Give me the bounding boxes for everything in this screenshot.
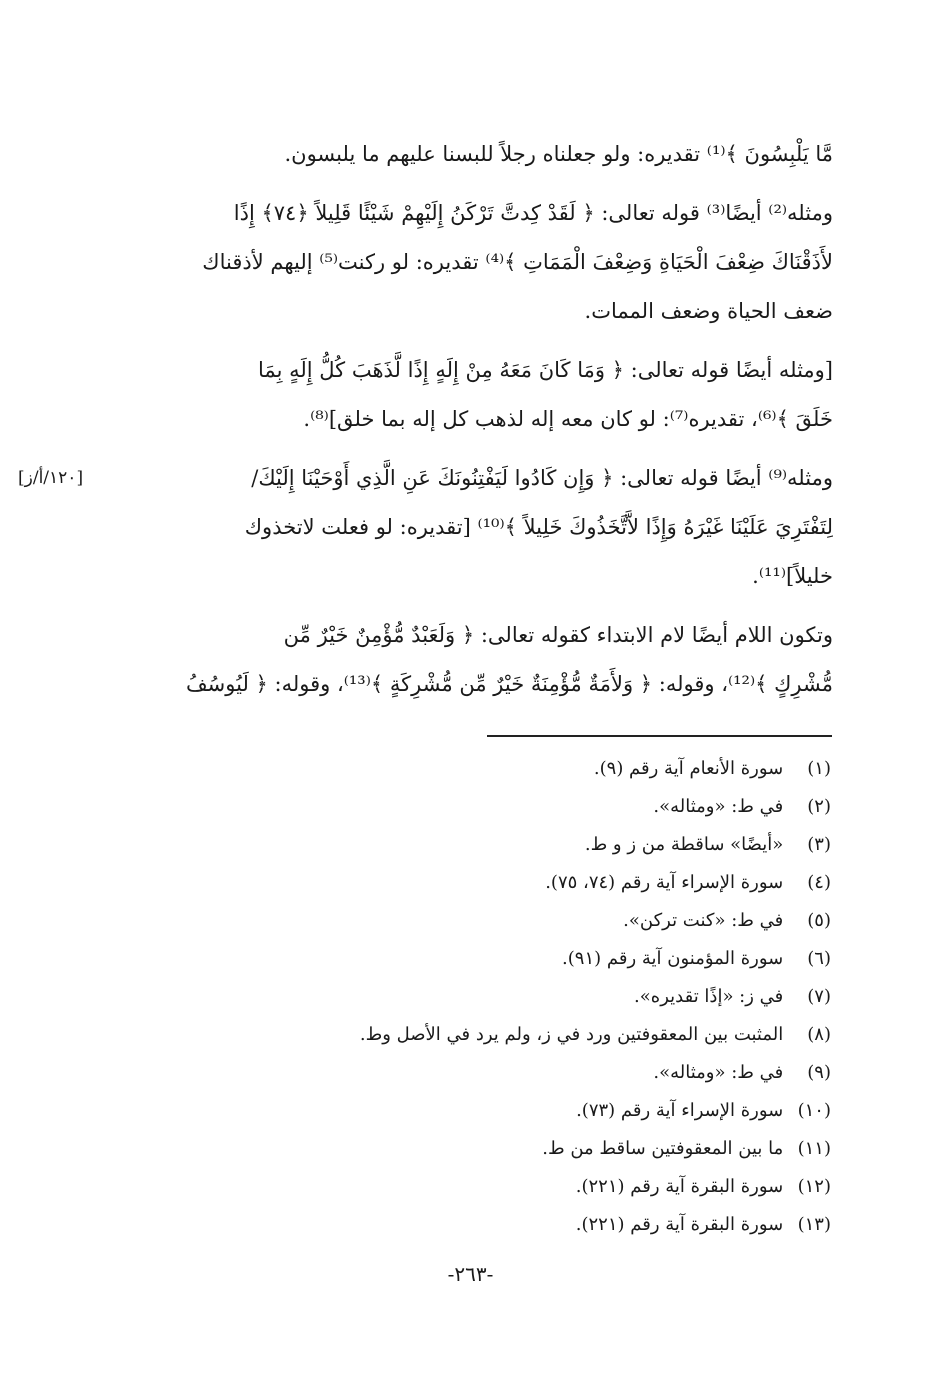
text-line: ضعف الحياة وضعف الممات. [584,299,833,323]
footnote-text: سورة الإسراء آية رقم (٧٤، ٧٥). [545,872,784,893]
footnote-number: (١١) [797,1138,831,1159]
footnote-number: (٨) [807,1024,831,1045]
footnote-text: المثبت بين المعقوفتين ورد في ز، ولم يرد في الأصل وط. [359,1024,784,1045]
text-line: ومثله⁽²⁾ أيضًا⁽³⁾ قوله تعالى: ﴿ لَقَدْ كِدتَّ تَرْكَنُ إِلَيْهِمْ شَيْئًا قَلِيلاً ﴿٧٤﴾ إِذًا [233,201,833,225]
footnote-text: في ط: «ومثاله». [653,1062,784,1083]
footnote-text: سورة الإسراء آية رقم (٧٣). [576,1100,784,1121]
margin-folio-note: [١٢٠/أ/ز] [18,468,84,488]
footnote-item [211,826,831,864]
footnote-item [211,978,831,1016]
footnotes [211,750,831,1244]
footnote-number: (٥) [807,910,831,931]
footnote-number: (١) [807,758,831,779]
main-text [120,130,833,709]
text-line: خليلاً]⁽¹¹⁾. [752,564,833,588]
footnote-item [211,1092,831,1130]
footnote-text: في ط: «ومثاله». [653,796,784,817]
footnote-text: في ط: «كنت تركن». [623,910,784,931]
footnote-text: ما بين المعقوفتين ساقط من ط. [542,1138,784,1159]
text-line: لأَذَقْنَاكَ ضِعْفَ الْحَيَاةِ وَضِعْفَ الْمَمَاتِ ﴾⁽⁴⁾ تقديره: لو ركنت⁽⁵⁾ إليهم لأذقناك [202,250,833,274]
footnote-number: (١٠) [797,1100,831,1121]
footnote-item [211,902,831,940]
text-line: مَّا يَلْبِسُونَ ﴾⁽¹⁾ تقديره: ولو جعلناه رجلاً للبسنا عليهم ما يلبسون. [284,142,833,166]
footnote-number: (١٣) [797,1214,831,1235]
footnote-text: سورة المؤمنون آية رقم (٩١). [562,948,784,969]
footnote-number: (١٢) [797,1176,831,1197]
footnote-text: «أيضًا» ساقطة من ز و ط. [584,834,784,855]
footnote-number: (٧) [807,986,831,1007]
footnote-item [211,940,831,978]
text-line: وتكون اللام أيضًا لام الابتداء كقوله تعالى: ﴿ وَلَعَبْدٌ مُّؤْمِنٌ خَيْرٌ مِّن [283,623,833,647]
footnote-text: سورة الأنعام آية رقم (٩). [593,758,784,779]
page-number: -٢٦٣- [447,1262,494,1286]
footnote-divider [487,735,832,737]
footnote-number: (٢) [807,796,831,817]
footnote-item [211,1168,831,1206]
text-line: لِتَفْتَرِيَ عَلَيْنَا غَيْرَهُ وَإِذًا لاَّتَّخَذُوكَ خَلِيلاً ﴾⁽¹⁰⁾ [تقديره: لو فعلت لاتخذوك [244,515,833,539]
text-line: ومثله⁽⁹⁾ أيضًا قوله تعالى: ﴿ وَإِن كَادُوا لَيَفْتِنُونَكَ عَنِ الَّذِي أَوْحَيْنَا إِلَيْكَ/ [251,466,833,490]
footnote-item [211,1130,831,1168]
footnote-item [211,1206,831,1244]
footnote-number: (٦) [807,948,831,969]
footnote-number: (٣) [807,834,831,855]
footnote-item [211,1016,831,1054]
footnote-item [211,750,831,788]
text-line: [ومثله أيضًا قوله تعالى: ﴿ وَمَا كَانَ مَعَهُ مِنْ إِلَهٍ إِذًا لَّذَهَبَ كُلُّ إِلَهٍ بِمَا [258,358,833,382]
text-line: مُّشْرِكٍ ﴾⁽¹²⁾، وقوله: ﴿ وَلأَمَةٌ مُّؤْمِنَةٌ خَيْرٌ مِّن مُّشْرِكَةٍ ﴾⁽¹³⁾، وقوله: ﴿ لَيُوسُفُ [185,672,833,696]
footnote-item [211,864,831,902]
footnote-text: سورة البقرة آية رقم (٢٢١). [575,1176,784,1197]
footnote-text: سورة البقرة آية رقم (٢٢١). [575,1214,784,1235]
footnote-text: في ز: «إذًا تقديره». [634,986,784,1007]
footnote-item [211,1054,831,1092]
footnote-number: (٤) [807,872,831,893]
footnote-item [211,788,831,826]
footnote-number: (٩) [807,1062,831,1083]
text-line: خَلَقَ ﴾⁽⁶⁾، تقديره⁽⁷⁾: لو كان معه إله لذهب كل إله بما خلق]⁽⁸⁾. [303,407,833,431]
